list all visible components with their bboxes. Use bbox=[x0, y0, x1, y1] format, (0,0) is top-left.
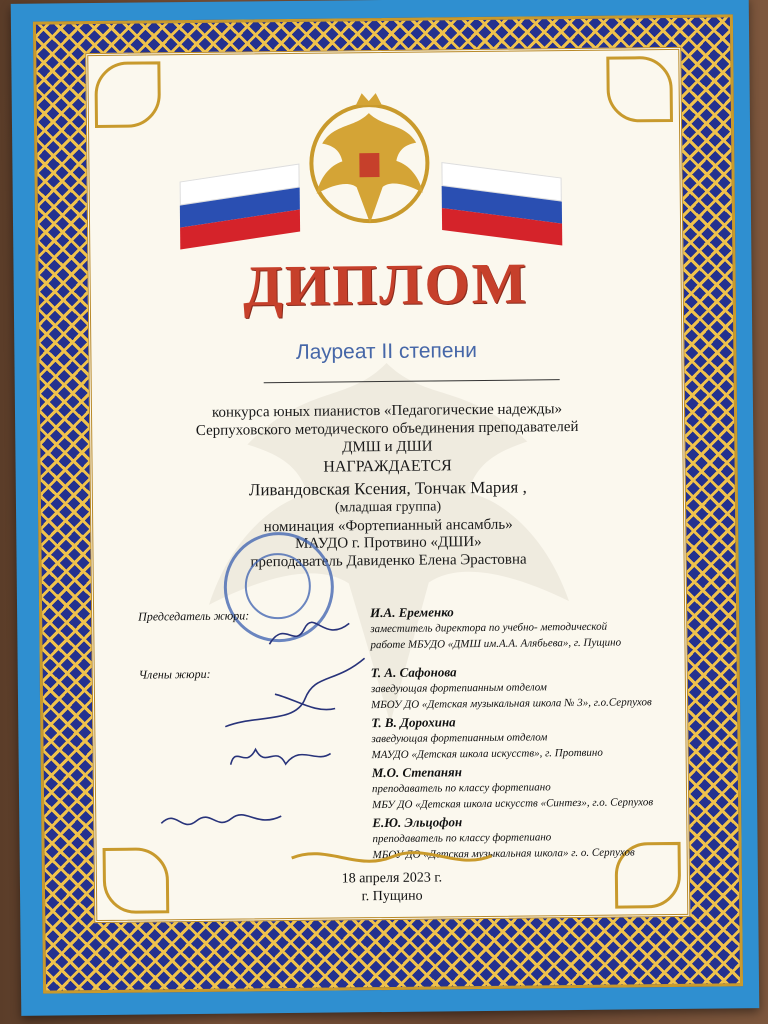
chair-organization: работе МБУДО «ДМШ им.А.А. Алябьева», г. Пущино bbox=[370, 636, 622, 652]
award-city: г. Пущино bbox=[361, 888, 423, 905]
chair-signature-icon bbox=[264, 613, 354, 654]
members-label: Члены жюри: bbox=[138, 666, 211, 682]
contest-name: конкурса юных пианистов «Педагогические надежды» bbox=[211, 401, 563, 421]
russian-flag-left-icon bbox=[180, 163, 301, 247]
member-signature-icon bbox=[156, 802, 286, 839]
member-organization: МБУ ДО «Детская школа искусств «Синтез», г.о. Серпухов bbox=[372, 796, 654, 812]
member-role: заведующая фортепианным отделом bbox=[370, 681, 547, 696]
teacher-name: преподаватель Давиденко Елена Эрастовна bbox=[250, 551, 527, 571]
member-role: преподаватель по классу фортепиано bbox=[372, 831, 552, 846]
member-name: Т. В. Дорохина bbox=[371, 714, 456, 731]
diploma-title: ДИПЛОМ bbox=[242, 250, 529, 319]
organizer-schools: ДМШ и ДШИ bbox=[342, 438, 433, 456]
member-role: заведующая фортепианным отделом bbox=[371, 731, 548, 746]
recipients: Ливандовская Ксения, Тончак Мария , bbox=[248, 477, 527, 500]
member-signature-icon bbox=[225, 734, 335, 775]
member-organization: МАУДО «Детская школа искусств», г. Протвино bbox=[371, 746, 603, 762]
coat-of-arms-icon bbox=[304, 82, 436, 233]
member-signature-icon bbox=[215, 653, 376, 735]
corner-ornament-icon bbox=[94, 61, 161, 128]
member-organization: МБОУ ДО «Детская музыкальная школа № 3», г.о.Серпухов bbox=[371, 696, 652, 712]
member-name: Т. А. Сафонова bbox=[370, 664, 457, 681]
member-role: преподаватель по классу фортепиано bbox=[371, 781, 551, 796]
awarded-label: НАГРАЖДАЕТСЯ bbox=[323, 457, 452, 476]
organizer-line: Серпуховского методического объединения преподавателей bbox=[195, 418, 579, 439]
bottom-ornament-icon bbox=[287, 842, 497, 872]
member-organization: МБОУ ДО «Детская музыкальная школа» г. о. Серпухов bbox=[372, 846, 635, 862]
laureate-degree: Лауреат II степени bbox=[295, 339, 477, 364]
chair-role: заместитель директора по учебно- методической bbox=[370, 620, 608, 636]
diploma-inner-panel bbox=[85, 47, 690, 923]
diploma-sheet bbox=[11, 0, 760, 1016]
member-name: Е.Ю. Эльцофон bbox=[372, 814, 463, 831]
stamp-inner-ring bbox=[244, 553, 311, 620]
chair-label: Председатель жюри: bbox=[138, 608, 250, 624]
school-name: МАУДО г. Протвино «ДШИ» bbox=[295, 533, 482, 552]
corner-ornament-icon bbox=[606, 56, 673, 123]
nomination: номинация «Фортепианный ансамбль» bbox=[263, 516, 513, 536]
age-group: (младшая группа) bbox=[334, 499, 442, 516]
russian-flag-right-icon bbox=[441, 162, 562, 244]
award-date: 18 апреля 2023 г. bbox=[341, 870, 443, 887]
member-name: М.О. Степанян bbox=[371, 764, 462, 781]
chair-name: И.А. Еременко bbox=[370, 604, 454, 621]
